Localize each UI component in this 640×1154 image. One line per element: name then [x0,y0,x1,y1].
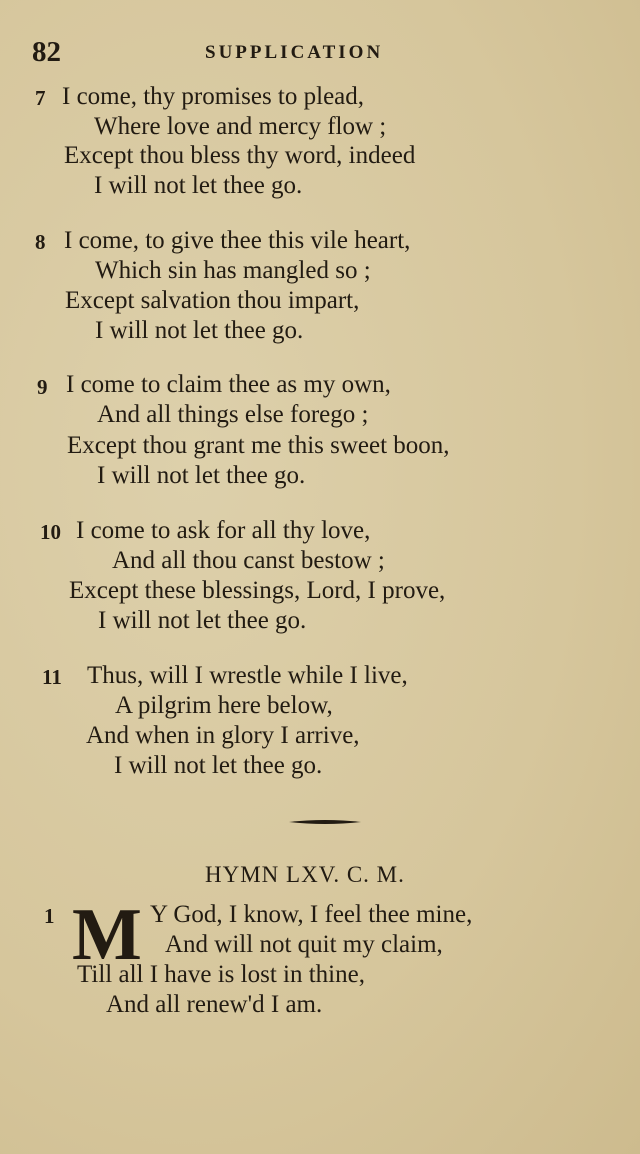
verse-line: I will not let thee go. [98,607,307,634]
verse-line: Thus, will I wrestle while I live, [87,662,408,689]
stanza-number: 8 [35,230,46,254]
verse-line: Except salvation thou impart, [65,287,360,314]
verse-line: And all thou canst bestow ; [112,547,385,574]
verse-line: I come, to give thee this vile heart, [64,227,411,254]
verse-line: Y God, I know, I feel thee mine, [150,901,473,928]
verse-line: Which sin has mangled so ; [95,257,371,284]
verse-line: I will not let thee go. [114,752,323,779]
verse-line: And when in glory I arrive, [86,722,360,749]
verse-line: And all renew'd I am. [106,991,323,1018]
verse-line: I come, thy promises to plead, [62,83,365,110]
stanza-number: 1 [44,904,55,928]
stanza-number: 10 [40,520,61,544]
hymn-title: HYMN LXV. C. M. [205,862,405,887]
running-head: SUPPLICATION [205,42,384,63]
verse-line: I will not let thee go. [95,317,304,344]
ornamental-rule [289,819,361,825]
verse-line: I come to claim thee as my own, [66,371,391,398]
verse-line: And all things else forego ; [97,401,369,428]
verse-line: Where love and mercy flow ; [94,113,387,140]
verse-line: And will not quit my claim, [165,931,443,958]
stanza-number: 11 [42,665,62,689]
verse-line: I come to ask for all thy love, [76,517,371,544]
stanza-number: 9 [37,375,48,399]
verse-line: Except thou grant me this sweet boon, [67,432,450,459]
stanza-number: 7 [35,86,46,110]
verse-line: Except thou bless thy word, indeed [64,142,416,169]
verse-line: A pilgrim here below, [115,692,333,719]
page-number: 82 [32,36,61,68]
verse-line: I will not let thee go. [97,462,306,489]
drop-cap: M [72,894,142,976]
verse-line: Till all I have is lost in thine, [77,961,365,988]
verse-line: I will not let thee go. [94,172,303,199]
verse-line: Except these blessings, Lord, I prove, [69,577,446,604]
